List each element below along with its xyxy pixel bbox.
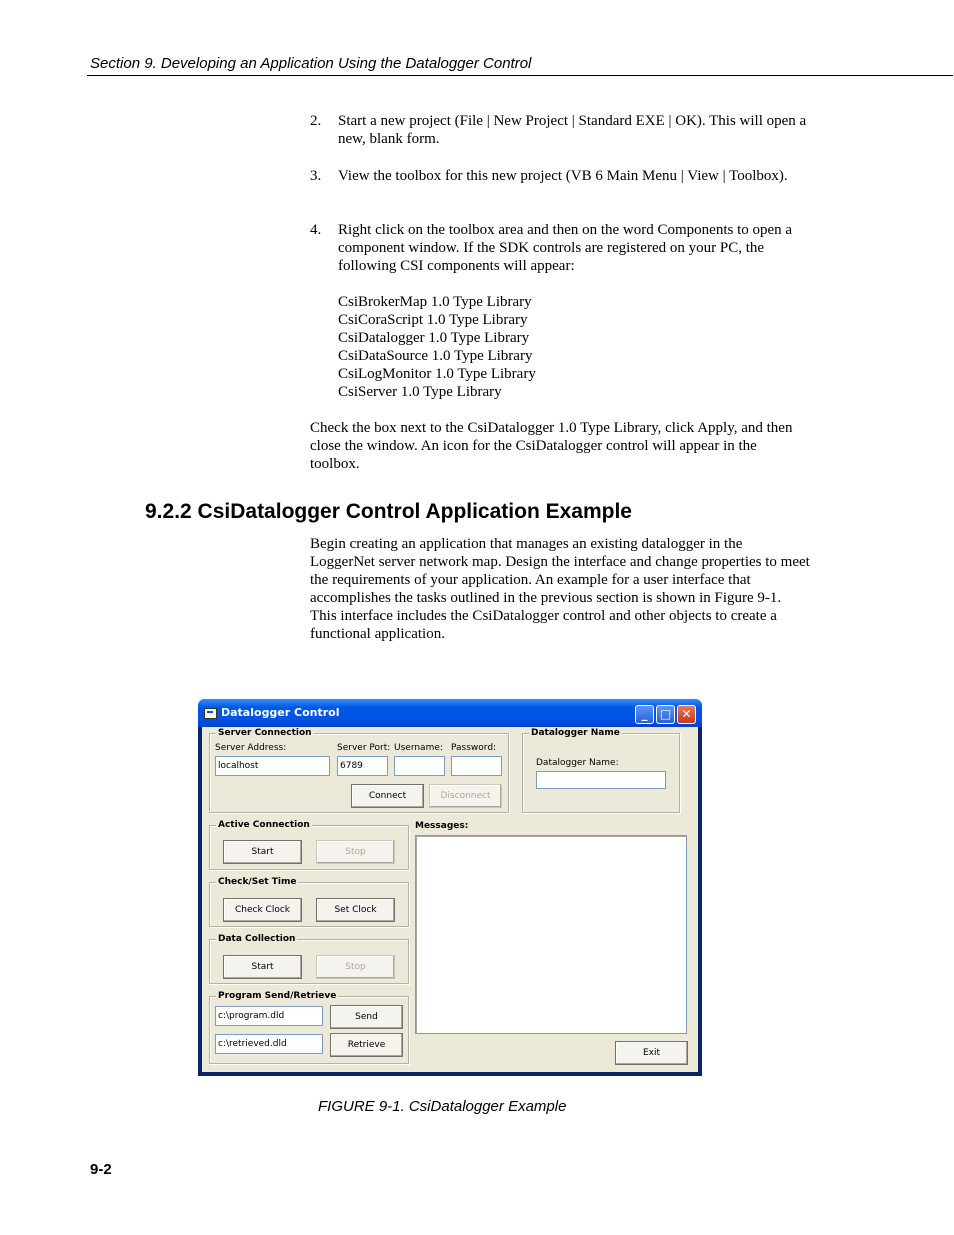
- figure-caption: FIGURE 9-1. CsiDatalogger Example: [318, 1098, 567, 1115]
- header-rule: [87, 75, 953, 76]
- messages-label: Messages:: [415, 821, 469, 831]
- messages-textbox[interactable]: [415, 835, 687, 1034]
- data-collection-start-button[interactable]: Start: [223, 955, 302, 979]
- server-port-label: Server Port:: [337, 743, 391, 753]
- set-clock-button[interactable]: Set Clock: [316, 898, 395, 922]
- program-send-retrieve-group: [209, 991, 409, 1064]
- datalogger-name-input[interactable]: [536, 771, 666, 789]
- step-text: Start a new project (File | New Project | Standard EXE | OK). This will open a new, blank form.: [338, 113, 807, 147]
- page-number: 9-2: [90, 1161, 112, 1178]
- group-title: Active Connection: [218, 820, 310, 830]
- intro-paragraph: Begin creating an application that manages an existing datalogger in the LoggerNet server network map. Design the interface and change properties to meet the requirements of your application. An example for a user interface that accomplishes the tasks outlined in the previous section is shown in Figure 9-1. This interface includes the CsiDatalogger control and other objects to create a functional application.: [310, 536, 810, 642]
- check-paragraph: Check the box next to the CsiDatalogger 1.0 Type Library, click Apply, and then close the window. An icon for the CsiDatalogger control will appear in the toolbox.: [310, 420, 793, 472]
- app-icon: [204, 708, 217, 719]
- server-address-label: Server Address:: [215, 743, 287, 753]
- password-input[interactable]: [451, 756, 502, 776]
- window-title: Datalogger Control: [221, 706, 340, 719]
- data-collection-stop-button[interactable]: Stop: [316, 955, 395, 979]
- minimize-button[interactable]: [635, 705, 654, 724]
- server-connection-group: [209, 728, 509, 813]
- username-input[interactable]: [394, 756, 445, 776]
- username-label: Username:: [394, 743, 443, 753]
- list-item: CsiDataSource 1.0 Type Library: [338, 348, 533, 364]
- step-text: View the toolbox for this new project (VB 6 Main Menu | View | Toolbox).: [338, 168, 788, 184]
- group-title: Datalogger Name: [531, 728, 620, 738]
- list-item: CsiLogMonitor 1.0 Type Library: [338, 366, 536, 382]
- list-item: CsiDatalogger 1.0 Type Library: [338, 330, 530, 346]
- step-number: 2.: [310, 113, 322, 129]
- section-heading: 9.2.2 CsiDatalogger Control Application Example: [145, 500, 632, 523]
- list-item: CsiCoraScript 1.0 Type Library: [338, 312, 528, 328]
- server-address-input[interactable]: localhost: [215, 756, 330, 776]
- step-number: 4.: [310, 222, 322, 238]
- group-title: Data Collection: [218, 934, 296, 944]
- exit-button[interactable]: Exit: [615, 1041, 688, 1065]
- group-title: Check/Set Time: [218, 877, 297, 887]
- active-connection-stop-button[interactable]: Stop: [316, 840, 395, 864]
- maximize-icon: □: [659, 707, 672, 721]
- server-port-input[interactable]: 6789: [337, 756, 388, 776]
- check-set-time-group: [209, 877, 409, 927]
- connect-button[interactable]: Connect: [351, 784, 424, 808]
- list-item: CsiServer 1.0 Type Library: [338, 384, 502, 400]
- window-client-area: [202, 727, 698, 1072]
- active-connection-start-button[interactable]: Start: [223, 840, 302, 864]
- active-connection-group: [209, 820, 409, 870]
- datalogger-name-label: Datalogger Name:: [536, 758, 619, 768]
- step-number: 3.: [310, 168, 322, 184]
- password-label: Password:: [451, 743, 497, 753]
- group-title: Server Connection: [218, 728, 312, 738]
- retrieve-path-input[interactable]: c:\retrieved.dld: [215, 1034, 323, 1054]
- retrieve-button[interactable]: Retrieve: [330, 1033, 403, 1057]
- disconnect-button[interactable]: Disconnect: [429, 784, 502, 808]
- send-path-input[interactable]: c:\program.dld: [215, 1006, 323, 1026]
- data-collection-group: [209, 934, 409, 984]
- title-bar[interactable]: [198, 699, 702, 727]
- running-header: Section 9. Developing an Application Using the Datalogger Control: [90, 55, 532, 72]
- step-text: Right click on the toolbox area and then on the word Components to open a component window. If the SDK controls are registered on your PC, the following CSI components will appear:: [338, 222, 793, 274]
- minimize-icon: _: [641, 707, 648, 721]
- datalogger-control-window: [198, 699, 702, 1076]
- datalogger-name-group: [522, 728, 680, 813]
- close-button[interactable]: [677, 705, 696, 724]
- list-item: CsiBrokerMap 1.0 Type Library: [338, 294, 532, 310]
- check-clock-button[interactable]: Check Clock: [223, 898, 302, 922]
- maximize-button[interactable]: [656, 705, 675, 724]
- close-icon: ✕: [681, 707, 692, 721]
- group-title: Program Send/Retrieve: [218, 991, 337, 1001]
- library-list: [338, 293, 536, 401]
- send-button[interactable]: Send: [330, 1005, 403, 1029]
